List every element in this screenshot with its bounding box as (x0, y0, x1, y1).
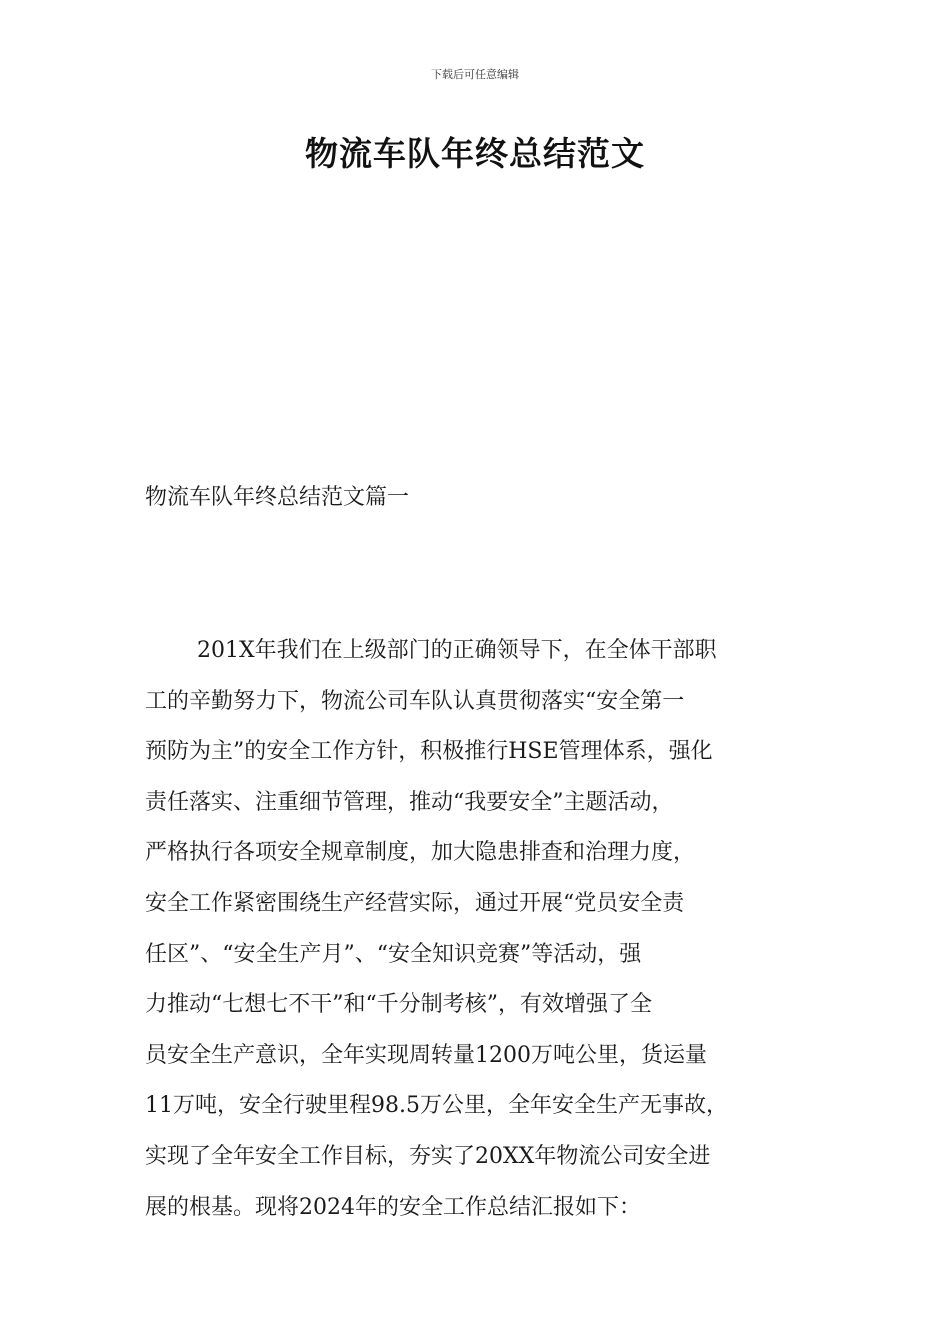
paragraph-line: 预防为主”的安全工作方针，积极推行HSE管理体系，强化 (145, 739, 713, 765)
paragraph-line: 严格执行各项安全规章制度，加大隐患排查和治理力度， (145, 840, 696, 866)
paragraph-line: 安全工作紧密围绕生产经营实际，通过开展“党员安全责 (145, 890, 685, 916)
paragraph-line: 工的辛勤努力下，物流公司车队认真贯彻落实“安全第一 (145, 688, 685, 714)
paragraph-line: 展的根基。现将2024年的安全工作总结汇报如下： (145, 1194, 641, 1220)
paragraph-line: 任区”、“安全生产月”、“安全知识竞赛”等活动，强 (145, 941, 642, 967)
paragraph-line: 11万吨，安全行驶里程98.5万公里，全年安全生产无事故， (145, 1093, 728, 1119)
document-title: 物流车队年终总结范文 (305, 134, 645, 173)
section-heading: 物流车队年终总结范文篇一 (145, 485, 410, 510)
paragraph-line: 实现了全年安全工作目标，夯实了20XX年物流公司安全进 (145, 1143, 711, 1169)
paragraph-line: 员安全生产意识，全年实现周转量1200万吨公里，货运量 (145, 1042, 707, 1068)
body-paragraph (145, 626, 825, 1233)
header-note: 下载后可任意编辑 (431, 68, 519, 81)
paragraph-line: 责任落实、注重细节管理，推动“我要安全”主题活动， (145, 789, 674, 815)
paragraph-line: 力推动“七想七不干”和“千分制考核”，有效增强了全 (145, 992, 652, 1018)
paragraph-line: 201X年我们在上级部门的正确领导下，在全体干部职 (197, 638, 717, 663)
